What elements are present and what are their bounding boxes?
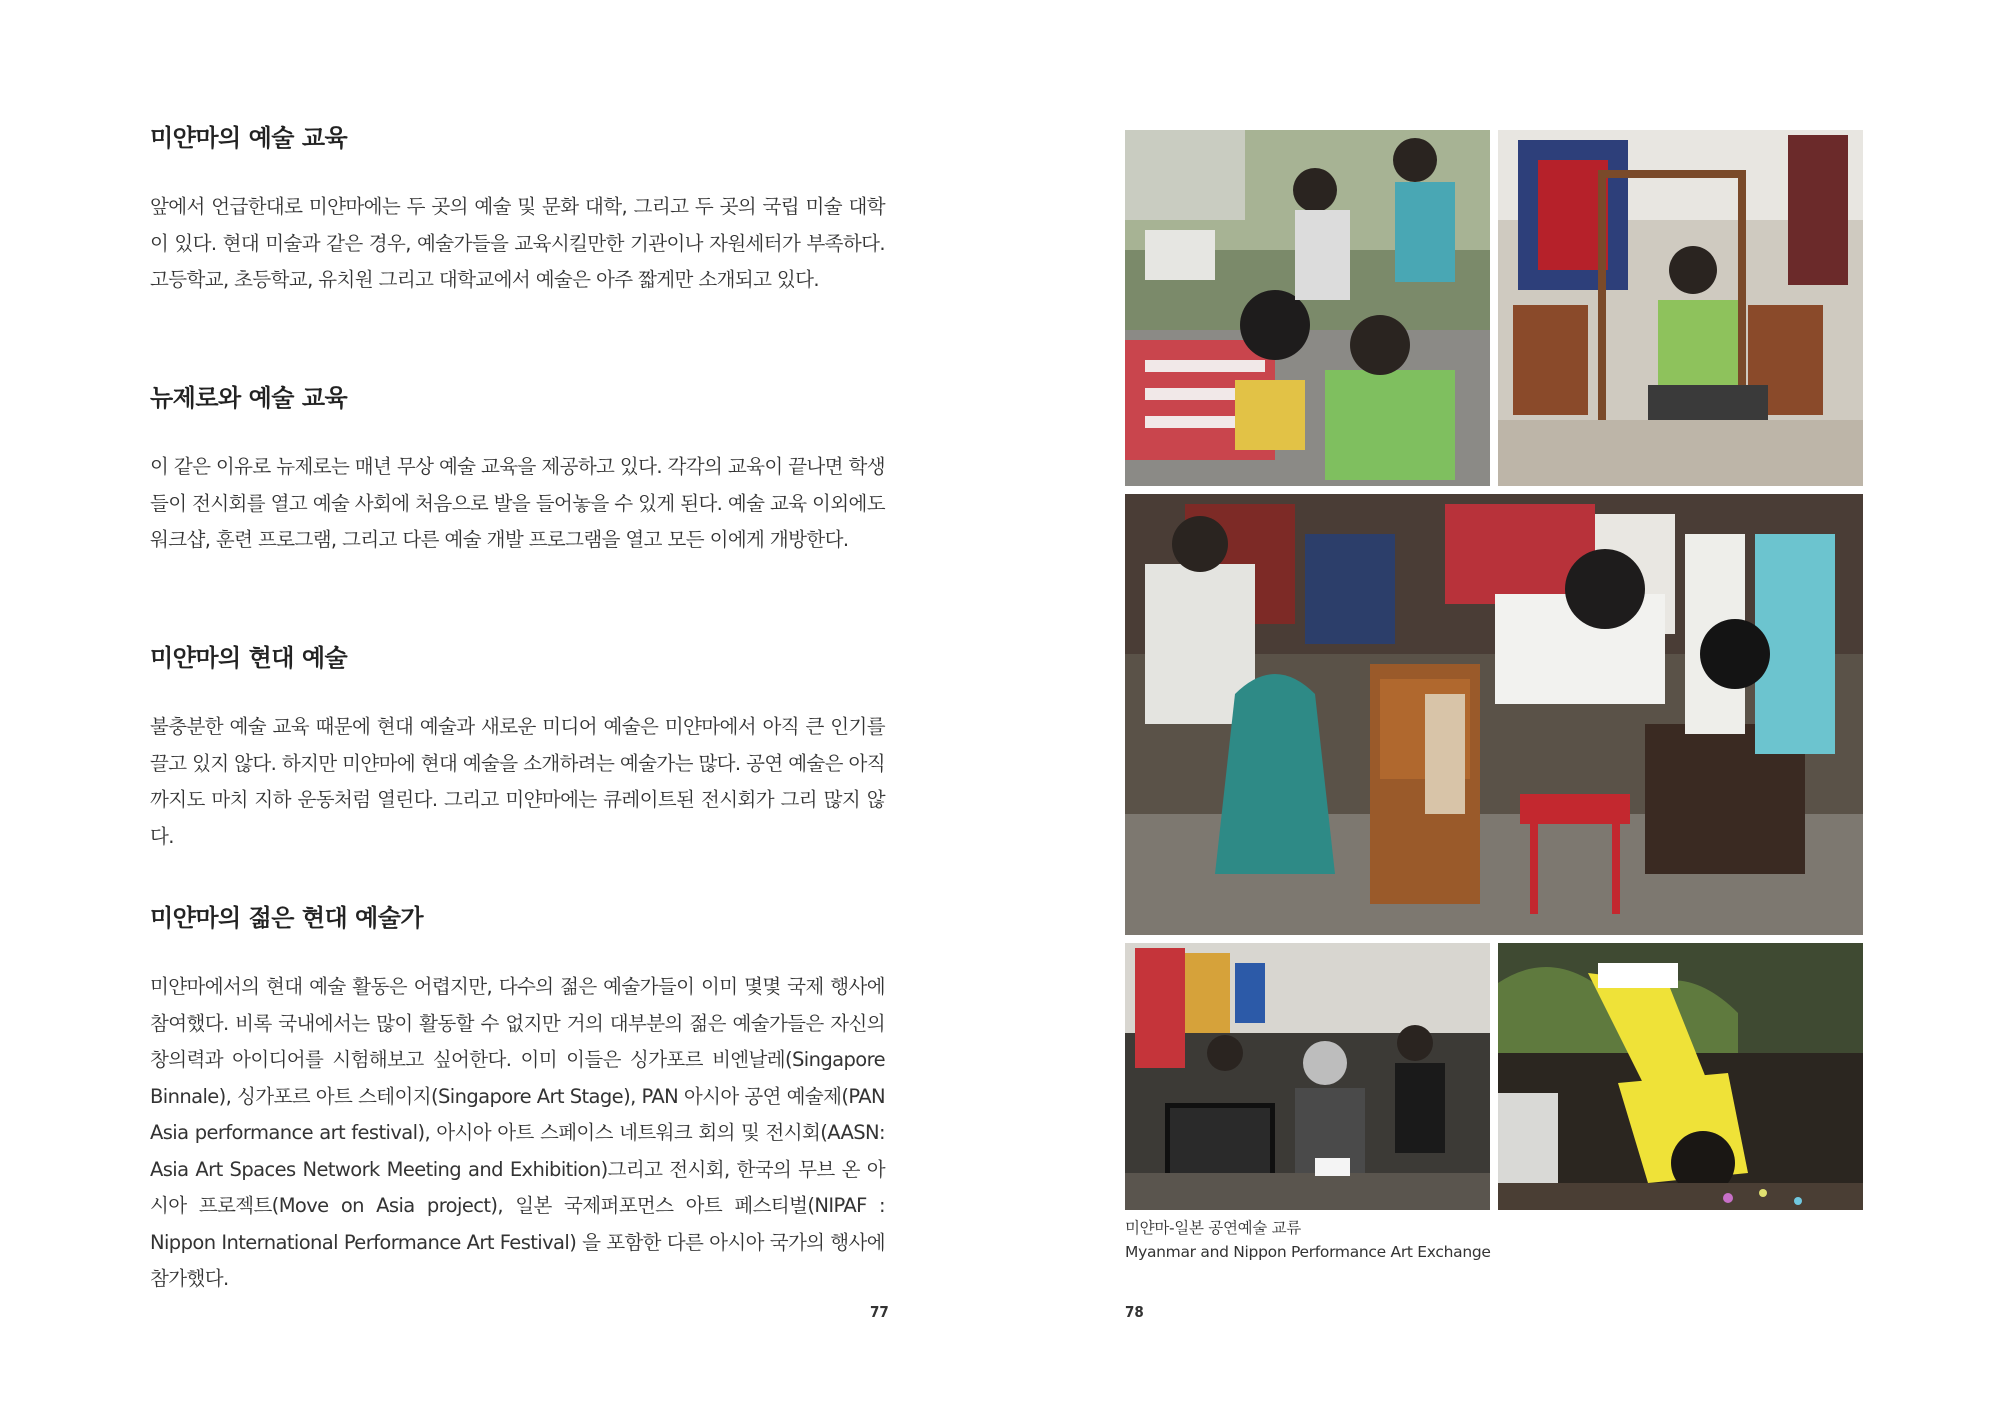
section-body: 이 같은 이유로 뉴제로는 매년 무상 예술 교육을 제공하고 있다. 각각의 교육이 끝나면 학생들이 전시회를 열고 예술 사회에 처음으로 발을 들어놓을 수 있게 된다. 예술 교육 이외에도 워크샵, 훈련 프로그램, 그리고 다른 예술 개발 프로그램을 열고 모든 이에게 개방한다. bbox=[150, 455, 885, 551]
right-page bbox=[1000, 0, 2000, 1413]
section-young-artists bbox=[150, 902, 885, 1298]
photo-outdoor-makeup bbox=[1125, 130, 1490, 486]
section-heading: 미얀마의 예술 교육 bbox=[150, 124, 348, 152]
photo-audience-laptop bbox=[1125, 943, 1490, 1210]
page-number-left: 77 bbox=[870, 1303, 889, 1321]
page-number-right: 78 bbox=[1125, 1303, 1144, 1321]
section-art-education bbox=[150, 122, 885, 299]
photo-seated-performer bbox=[1498, 130, 1863, 486]
section-body: 미얀마에서의 현대 예술 활동은 어렵지만, 다수의 젊은 예술가들이 이미 몇몇 국제 행사에 참여했다. 비록 국내에서는 많이 활동할 수 없지만 거의 대부분의 젊은 예술가들은 자신의 창의력과 아이디어를 시험해보고 싶어한다. 이미 이들은 싱가포르 비엔날레(Singapore Binnale), 싱가포르 아트 스테이지(Singapore Art Stage), PAN 아시아 공연 예술제(PAN Asia performance art festival), 아시아 아트 스페이스 네트워크 회의 및 전시회(AASN: Asia Art Spaces Network Meeting and Exhibition)그리고 전시회, 한국의 무브 온 아시아 프로젝트(Move on Asia project), 일본 국제퍼포먼스 아트 페스티벌(NIPAF : Nippon International Performance Art Festival) 을 포함한 다른 아시아 국가의 행사에 참가했다. bbox=[150, 975, 885, 1290]
photo-caption-korean: 미얀마-일본 공연예술 교류 bbox=[1125, 1219, 1301, 1237]
section-new-zero-education bbox=[150, 382, 885, 559]
section-heading: 미얀마의 현대 예술 bbox=[150, 644, 348, 672]
section-body: 앞에서 언급한대로 미얀마에는 두 곳의 예술 및 문화 대학, 그리고 두 곳의 국립 미술 대학이 있다. 현대 미술과 같은 경우, 예술가들을 교육시킬만한 기관이나 자원세터가 부족하다. 고등학교, 초등학교, 유치원 그리고 대학교에서 예술은 아주 짧게만 소개되고 있다. bbox=[150, 195, 885, 291]
section-body: 불충분한 예술 교육 때문에 현대 예술과 새로운 미디어 예술은 미얀마에서 아직 큰 인기를 끌고 있지 않다. 하지만 미얀마에 현대 예술을 소개하려는 예술가는 많다. 공연 예술은 아직까지도 마치 지하 운동처럼 열린다. 그리고 미얀마에는 큐레이트된 전시회가 그리 많지 않다. bbox=[150, 715, 885, 848]
photo-indoor-performance bbox=[1125, 494, 1863, 935]
section-contemporary-art bbox=[150, 642, 885, 855]
section-heading: 미얀마의 젊은 현대 예술가 bbox=[150, 904, 424, 932]
section-heading: 뉴제로와 예술 교육 bbox=[150, 384, 348, 412]
photo-floor-performer bbox=[1498, 943, 1863, 1210]
photo-caption-english: Myanmar and Nippon Performance Art Exchange bbox=[1125, 1243, 1491, 1261]
